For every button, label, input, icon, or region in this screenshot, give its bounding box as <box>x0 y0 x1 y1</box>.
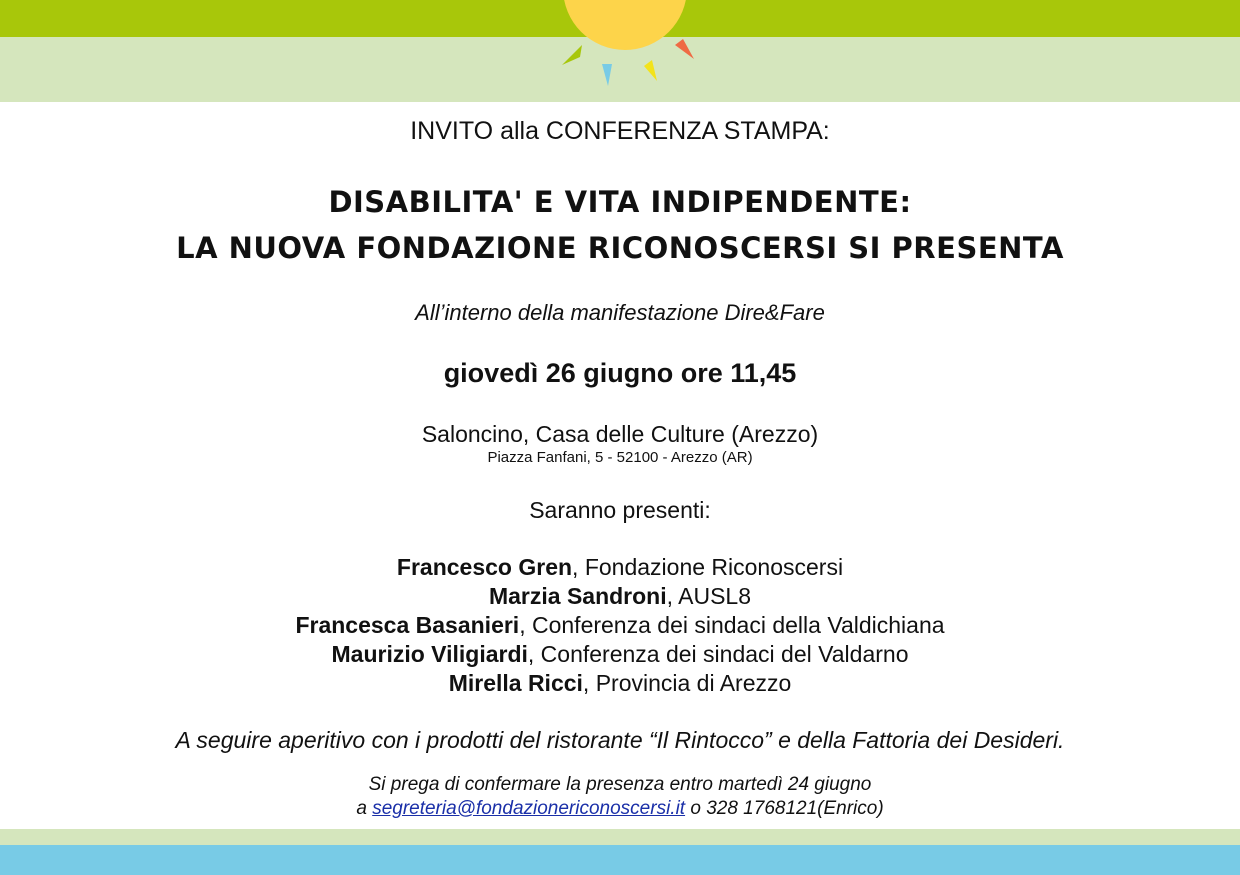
rsvp-prefix: a <box>356 798 373 819</box>
speaker-name: Mirella Ricci <box>448 670 583 696</box>
speaker-name: Francesco Gren <box>396 554 573 580</box>
speaker-item <box>0 553 1240 582</box>
speaker-role: , AUSL8 <box>666 583 752 609</box>
speaker-item <box>0 640 1240 669</box>
rsvp-phone: o 328 1768121(Enrico) <box>685 798 884 819</box>
sun-icon <box>550 0 710 95</box>
bottom-band <box>0 845 1240 875</box>
title-line-1: DISABILITA' E VITA INDIPENDENTE: <box>328 185 912 219</box>
event-venue: Saloncino, Casa delle Culture (Arezzo) <box>421 421 819 447</box>
speaker-name: Maurizio Viligiardi <box>331 641 528 667</box>
speaker-role: , Provincia di Arezzo <box>582 670 792 696</box>
speaker-item <box>0 582 1240 611</box>
rsvp-line-1: Si prega di confermare la presenza entro martedì 24 giugno <box>368 774 872 795</box>
speaker-role: , Conferenza dei sindaci della Valdichiana <box>519 612 945 638</box>
event-address: Piazza Fanfani, 5 - 52100 - Arezzo (AR) <box>487 449 753 466</box>
bottom-light-band <box>0 829 1240 845</box>
event-context: All’interno della manifestazione Dire&Fare <box>415 300 825 325</box>
title-line-2: LA NUOVA FONDAZIONE RICONOSCERSI SI PRESENTA <box>176 231 1064 265</box>
rsvp-line-2 <box>0 798 1240 820</box>
event-datetime: giovedì 26 giugno ore 11,45 <box>443 358 797 388</box>
speaker-name: Francesca Basanieri <box>295 612 520 638</box>
speaker-name: Marzia Sandroni <box>488 583 667 609</box>
aperitivo-note: A seguire aperitivo con i prodotti del ristorante “Il Rintocco” e della Fattoria dei Desideri. <box>175 727 1065 753</box>
speakers-label: Saranno presenti: <box>529 497 711 523</box>
email-link[interactable]: segreteria@fondazionericonoscersi.it <box>372 798 686 819</box>
speaker-role: , Fondazione Riconoscersi <box>572 554 844 580</box>
invite-heading: INVITO alla CONFERENZA STAMPA: <box>410 117 830 145</box>
speaker-role: , Conferenza dei sindaci del Valdarno <box>527 641 909 667</box>
speaker-item <box>0 669 1240 698</box>
speakers-list <box>0 553 1240 698</box>
speaker-item <box>0 611 1240 640</box>
